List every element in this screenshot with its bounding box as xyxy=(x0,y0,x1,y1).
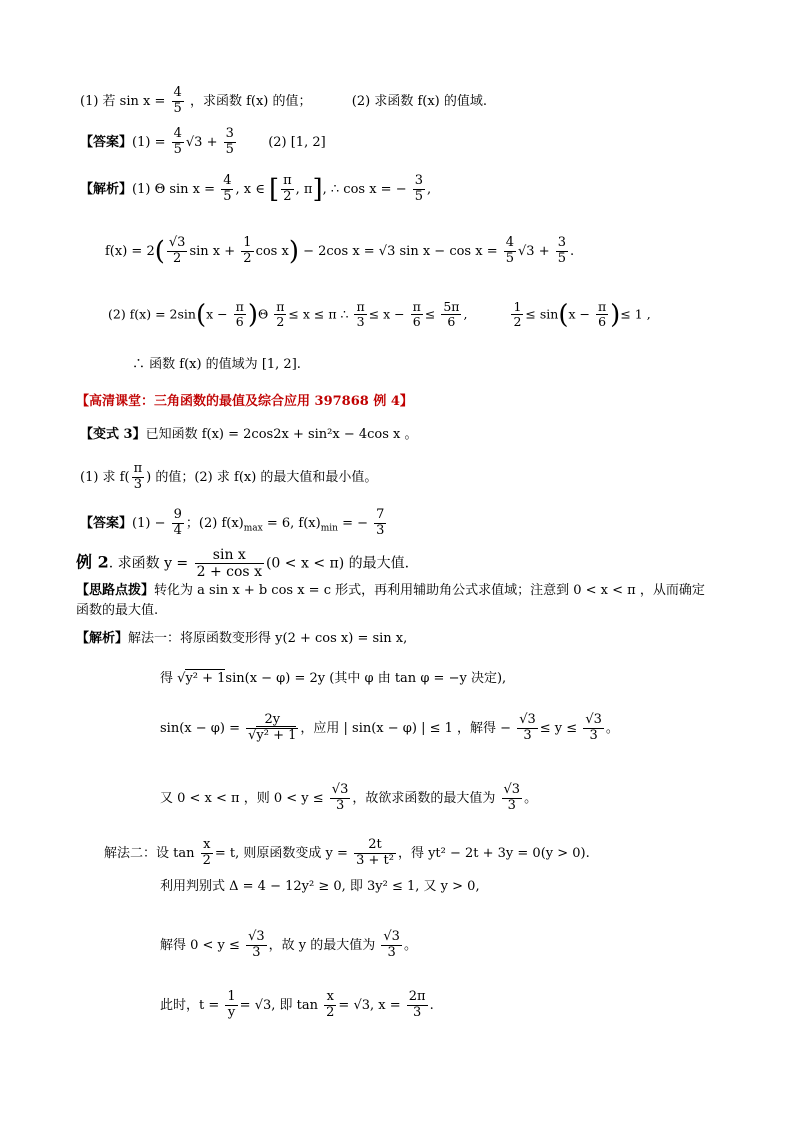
method1-line-3 xyxy=(160,783,537,814)
denominator: 2 xyxy=(326,1004,335,1020)
variant-text: 已知函数 f(x) = 2cos2x + sin²x − 4cos x 。 xyxy=(145,427,418,442)
variant-label: 【变式 3】 xyxy=(80,427,146,442)
numerator: π xyxy=(283,173,292,188)
p2-text: x − xyxy=(206,306,228,322)
q-part2: (2) 求函数 f(x) 的值域. xyxy=(351,93,488,109)
variant-line xyxy=(80,428,418,441)
subscript: max xyxy=(243,523,263,534)
numerator: √3 xyxy=(331,782,349,797)
numerator: 2t xyxy=(354,838,396,854)
denominator: 3 xyxy=(335,797,345,813)
fraction xyxy=(511,300,523,330)
denominator: 5 xyxy=(223,188,232,204)
numerator: 2y xyxy=(246,713,298,729)
m3-text: 又 0 < x < π ，则 0 < y ≤ xyxy=(160,790,324,806)
numerator: √3 xyxy=(503,782,521,797)
denominator: y xyxy=(227,1004,236,1020)
question-line xyxy=(80,86,487,117)
sqrt-radicand: y² + 1 xyxy=(256,727,297,743)
denominator: 3 xyxy=(413,1004,422,1020)
numerator: 4 xyxy=(173,126,182,141)
numerator: x xyxy=(324,990,336,1006)
analysis-text: , x ∈ xyxy=(235,181,265,197)
s5-text: . xyxy=(429,997,434,1013)
range-line xyxy=(132,358,301,371)
numerator: 1 xyxy=(243,235,252,250)
hint-text: 转化为 a sin x + b cos x = c 形式，再利用辅助角公式求值域；注意到 0 < x < π ，从而确定 xyxy=(154,583,705,598)
denominator: 3 xyxy=(133,476,142,492)
answer-part2: (2) [1, 2] xyxy=(268,134,326,150)
analysis-text: , π xyxy=(295,181,313,197)
denominator: 5 xyxy=(173,100,182,116)
range-text: ∴ 函数 f(x) 的值域为 [1, 2]. xyxy=(132,357,301,372)
analysis-line-1 xyxy=(80,174,431,205)
answer-line-2 xyxy=(80,508,388,539)
fraction xyxy=(224,127,236,158)
denominator: 2 xyxy=(276,314,285,330)
analysis-text: 解法一：将原函数变形得 y(2 + cos x) = sin x, xyxy=(128,631,408,646)
analysis-line-2 xyxy=(76,632,407,645)
ex-text: . 求函数 y = xyxy=(108,555,189,572)
numerator: 1 xyxy=(227,989,236,1004)
answer-label: 【答案】 xyxy=(80,515,133,531)
fraction xyxy=(411,300,423,330)
denominator: 2 + cos x xyxy=(196,564,262,581)
p2-text: ≤ 1 , xyxy=(620,306,651,322)
fraction xyxy=(201,838,213,869)
fraction xyxy=(556,236,568,267)
method2-line-4 xyxy=(160,990,434,1021)
p2-text: Θ xyxy=(257,306,269,322)
q-part1-prefix: (1) 若 sin x = xyxy=(80,93,166,109)
fraction xyxy=(441,300,461,330)
numerator: √3 xyxy=(519,712,536,727)
a2-text: = − xyxy=(342,515,368,531)
fraction xyxy=(354,838,396,869)
answer-part1: (1) = xyxy=(132,134,166,150)
s2-text: ，得 yt² − 2t + 3y = 0(y > 0). xyxy=(397,845,590,861)
numerator: 4 xyxy=(223,173,232,188)
numerator: 1 xyxy=(513,299,522,314)
numerator: π xyxy=(235,299,244,314)
left-paren: ( xyxy=(558,299,569,330)
right-bracket: ] xyxy=(312,174,323,205)
denominator: 6 xyxy=(447,314,456,330)
fraction xyxy=(241,236,253,267)
q-part1-suffix: ，求函数 f(x) 的值； xyxy=(189,93,312,109)
denominator: 5 xyxy=(557,250,567,266)
fraction xyxy=(246,713,298,744)
numerator: 3 xyxy=(414,173,424,188)
denominator: √y² + 1 xyxy=(248,727,297,743)
s5-text: = √3, 即 tan xyxy=(239,997,318,1013)
fraction xyxy=(274,300,286,330)
fraction xyxy=(517,713,538,744)
answer-label: 【答案】 xyxy=(80,134,133,150)
denominator: 4 xyxy=(173,522,182,538)
fraction xyxy=(246,930,267,961)
m2-text: ≤ y ≤ xyxy=(539,720,578,736)
fraction xyxy=(225,990,237,1021)
left-paren: ( xyxy=(195,299,207,330)
hd-text: 【高清课堂：三角函数的最值及综合应用 397868 例 4】 xyxy=(76,394,413,409)
denominator: 6 xyxy=(598,314,607,330)
numerator: π xyxy=(412,299,421,314)
s4-text: ，故 y 的最大值为 xyxy=(268,937,376,953)
numerator: 7 xyxy=(376,507,385,522)
left-bracket: [ xyxy=(268,174,280,205)
method2-line-1 xyxy=(104,838,590,869)
fraction xyxy=(132,462,145,493)
m2-text: sin(x − φ) = xyxy=(160,720,240,736)
hint-text: 函数的最大值. xyxy=(76,603,159,618)
numerator: π xyxy=(133,461,143,476)
part2-solution-line xyxy=(108,300,651,330)
analysis-text: (1) Θ sin x = xyxy=(132,181,216,197)
s4-text: 。 xyxy=(403,937,417,953)
fraction xyxy=(596,300,608,330)
fraction xyxy=(172,508,184,539)
numerator: 9 xyxy=(173,507,182,522)
fx-expansion-line xyxy=(105,236,574,267)
right-paren: ) xyxy=(610,299,621,330)
a2-text: ；(2) f(x) xyxy=(185,515,244,531)
right-paren: ) xyxy=(247,299,258,330)
fraction xyxy=(374,508,386,539)
denominator: 2 xyxy=(202,852,211,868)
numerator: sin x xyxy=(195,547,264,564)
fraction xyxy=(221,174,233,205)
denominator: 5 xyxy=(414,188,424,204)
denominator: 5 xyxy=(173,141,182,157)
p2-text: ≤ xyxy=(424,306,436,322)
s2-text: = t, 则原函数变成 y = xyxy=(214,845,348,861)
hint-line-1 xyxy=(76,584,705,597)
numerator: √3 xyxy=(168,235,186,250)
numerator: 3 xyxy=(557,235,567,250)
method1-line-2 xyxy=(160,713,619,744)
p2-text: ≤ sin xyxy=(525,306,559,322)
p2-text: x − xyxy=(568,306,590,322)
answer-line-1 xyxy=(80,127,326,158)
numerator: √3 xyxy=(585,712,602,727)
s4-text: 解得 0 < y ≤ xyxy=(160,937,240,953)
fx-text: cos x xyxy=(255,243,289,259)
subscript: min xyxy=(320,523,338,534)
hd-classroom-heading xyxy=(76,395,413,408)
denominator: 3 xyxy=(387,944,396,960)
numerator: π xyxy=(356,299,365,314)
denominator: 2 xyxy=(283,188,292,204)
vq-text: ) 的值；(2) 求 f(x) 的最大值和最小值。 xyxy=(146,469,378,485)
fraction xyxy=(354,300,366,330)
analysis-text: , xyxy=(427,181,432,197)
fx-text: − 2cos x = √3 sin x − cos x = xyxy=(303,243,498,259)
denominator: 3 xyxy=(589,727,598,743)
denominator: 3 xyxy=(523,727,532,743)
p2-text: ≤ x − xyxy=(368,306,405,322)
ex-text: (0 < x < π) 的最大值. xyxy=(265,555,410,572)
s2-text: 解法二：设 tan xyxy=(104,845,195,861)
analysis-text: , ∴ cos x = − xyxy=(322,181,407,197)
fraction xyxy=(502,783,523,814)
m3-text: ，故欲求函数的最大值为 xyxy=(352,790,496,806)
answer-root: √3 + xyxy=(185,134,218,150)
denominator: 6 xyxy=(412,314,421,330)
fx-text: . xyxy=(570,243,575,259)
p2-text: , xyxy=(463,306,468,322)
denominator: 3 xyxy=(376,522,385,538)
numerator: 5π xyxy=(443,299,460,314)
fraction xyxy=(413,174,425,205)
fx-text: √3 + xyxy=(518,243,550,259)
m3-text: 。 xyxy=(524,790,538,806)
numerator: 4 xyxy=(505,235,515,250)
fraction xyxy=(172,127,184,158)
fraction xyxy=(324,990,336,1021)
m1-text: sin(x − φ) = 2y (其中 φ 由 tan φ = −y 决定), xyxy=(225,671,507,686)
fraction xyxy=(504,236,516,267)
fx-text: sin x + xyxy=(189,243,236,259)
fraction xyxy=(281,174,294,205)
numerator: √3 xyxy=(248,929,265,944)
hint-label: 【思路点拨】 xyxy=(76,583,155,598)
denominator: 3 xyxy=(507,797,516,813)
a2-text: (1) − xyxy=(132,515,166,531)
denominator: 6 xyxy=(235,314,244,330)
s3-text: 利用判别式 Δ = 4 − 12y² ≥ 0, 即 3y² ≤ 1, 又 y > 0, xyxy=(160,879,480,894)
fraction xyxy=(195,547,264,580)
analysis-label: 【解析】 xyxy=(76,631,129,646)
fraction xyxy=(330,783,351,814)
denominator: 3 xyxy=(252,944,261,960)
left-paren: ( xyxy=(154,236,165,267)
fraction xyxy=(172,86,184,117)
analysis-label: 【解析】 xyxy=(80,181,133,197)
example-label: 例 2 xyxy=(76,552,109,572)
numerator: √3 xyxy=(383,929,400,944)
s5-text: 此时，t = xyxy=(160,997,220,1013)
m2-text: 。 xyxy=(605,720,619,736)
denominator: 3 + t² xyxy=(356,852,394,868)
right-paren: ) xyxy=(288,236,299,267)
vq-text: (1) 求 f( xyxy=(80,469,130,485)
numerator: 3 xyxy=(225,126,234,141)
fraction xyxy=(583,713,604,744)
hint-line-2 xyxy=(76,604,158,617)
sqrt-radicand: y² + 1 xyxy=(185,671,226,686)
denominator: 2 xyxy=(243,250,252,266)
numerator: π xyxy=(276,299,285,314)
method2-line-3 xyxy=(160,930,417,961)
fx-text: f(x) = 2 xyxy=(105,243,155,259)
p2-text: ≤ x ≤ π ∴ xyxy=(288,306,349,322)
fraction xyxy=(167,236,188,267)
method2-line-2 xyxy=(160,880,480,893)
s5-text: = √3, x = xyxy=(338,997,401,1013)
example2-line xyxy=(76,547,409,580)
method1-line-1: 得 √y² + 1sin(x − φ) = 2y (其中 φ 由 tan φ = −y 决定), xyxy=(160,671,507,686)
fraction xyxy=(407,990,428,1021)
denominator: 3 xyxy=(356,314,365,330)
m2-text: ，应用 | sin(x − φ) | ≤ 1 ，解得 − xyxy=(300,720,512,736)
m1-text: 得 xyxy=(160,671,174,686)
denominator: 2 xyxy=(513,314,522,330)
denominator: 2 xyxy=(173,250,182,266)
numerator: x xyxy=(201,838,213,854)
numerator: 4 xyxy=(173,85,182,100)
denominator: 5 xyxy=(505,250,515,266)
fraction xyxy=(381,930,402,961)
fraction xyxy=(234,300,246,330)
denominator: 5 xyxy=(225,141,234,157)
p2-text: (2) f(x) = 2sin xyxy=(108,306,196,322)
numerator: π xyxy=(597,299,607,314)
variant-question-line xyxy=(80,462,377,493)
a2-text: = 6, f(x) xyxy=(266,515,321,531)
numerator: 2π xyxy=(408,989,426,1004)
